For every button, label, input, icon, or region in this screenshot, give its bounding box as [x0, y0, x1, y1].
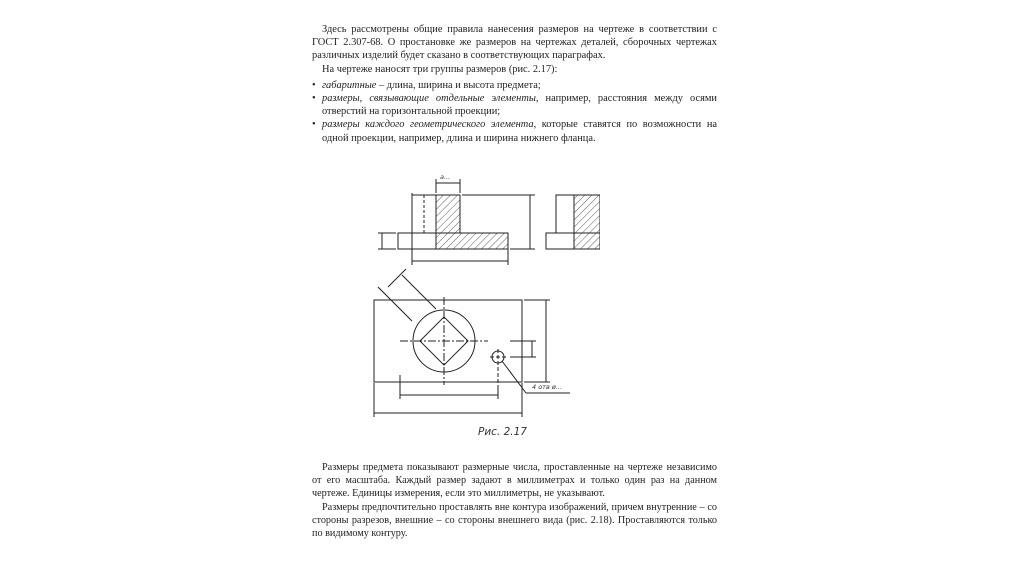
outro-paragraph: Размеры предмета показывают размерные числа, проставленные на чертеже независимо от его масштаба. Каждый размер задают в миллиметрах и только один раз на данном чертеже. Единицы измерения, если это миллиметры, не указывают. [312, 462, 717, 500]
side-view [546, 195, 600, 249]
list-item-term: размеры, связывающие отдельные элементы [322, 93, 536, 105]
front-view [378, 179, 535, 265]
list-item-text: , которые ставятся по возможности на одной проекции, например, длина и ширина нижнего фланца. [322, 119, 717, 144]
list-item [312, 92, 717, 118]
list-item-text: – длина, ширина и высота предмета; [376, 79, 541, 91]
dimension-groups-list [312, 79, 717, 145]
list-item [312, 79, 717, 92]
technical-drawing-figure [360, 165, 600, 423]
list-item-text: , например, расстояния между осями отверстий на горизонтальной проекции; [322, 93, 717, 118]
top-view [374, 269, 570, 417]
intro-paragraph: Здесь рассмотрены общие правила нанесения размеров на чертеже в соответствии с ГОСТ 2.307-68. О простановке же размеров на чертежах деталей, сборочных чертежах различных изделий будет сказано в соответствующих параграфах. [312, 24, 717, 62]
figure-caption: Рис. 2.17 [478, 426, 527, 438]
list-item [312, 118, 717, 144]
outro-text [312, 461, 717, 540]
dimension-label-a: а... [440, 173, 451, 181]
outro-paragraph-2: Размеры предпочтительно проставлять вне контура изображений, причем внутренние – со стороны разрезов, внешние – со стороны внешнего вида (рис. 2.18). Проставляются только по видимому контуру. [312, 501, 717, 540]
list-item-term: размеры каждого геометрического элемента [322, 119, 534, 131]
intro-paragraph-2: На чертеже наносят три группы размеров (рис. 2.17): [322, 63, 558, 75]
intro-text [312, 23, 717, 145]
dimension-label-holes: 4 отв ø... [532, 383, 563, 391]
list-item-term: габаритные [322, 79, 377, 91]
